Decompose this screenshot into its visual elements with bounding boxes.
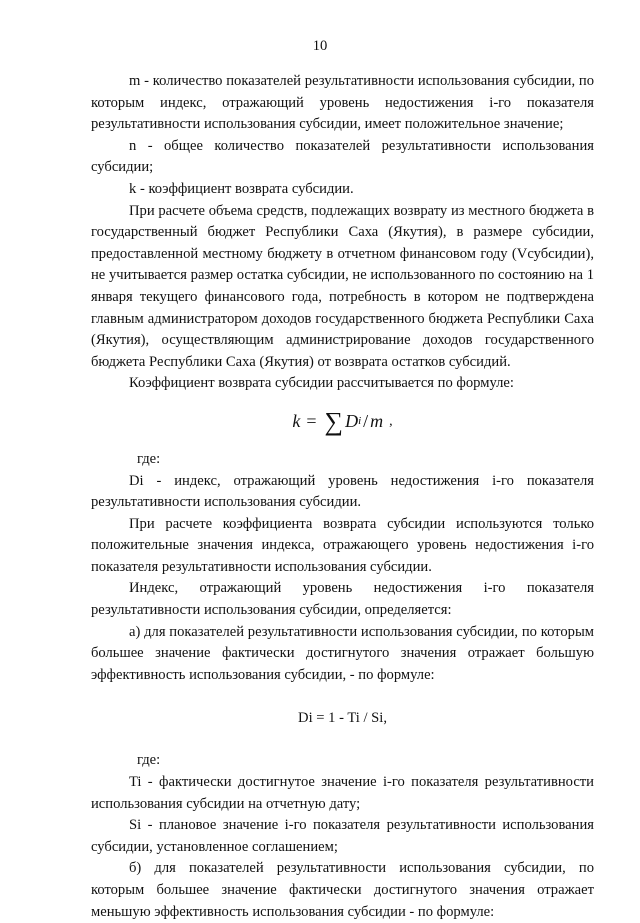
paragraph-case-a: а) для показателей результативности использования субсидии, по которым большее значение фактически достигнутого значения отражает большую эффективность использования субсидии, - по формуле: [91,623,594,683]
paragraph-n-definition: n - общее количество показателей результативности использования субсидии; [91,137,594,176]
paragraph-case-b: б) для показателей результативности использования субсидии, по которым большее значение фактически достигнутого значения отражает меньшую эффективность использования субсидии - по формуле: [91,860,594,920]
formula-di: Di = 1 - Ti / Si, [298,709,387,726]
paragraph-di-definition: Di - индекс, отражающий уровень недостижения i-го показателя результативности использования субсидии. [91,472,594,511]
sum-symbol: ∑ [324,407,344,437]
formula-subscript: i [358,415,362,428]
paragraph-k-definition: k - коэффициент возврата субсидии. [129,180,354,197]
paragraph-m-definition: m - количество показателей результативности использования субсидии, по которым индекс, отражающий уровень недостижения i-го показателя результативности использования субсидии, имеет положительное значение; [91,73,594,133]
paragraph-index-determined: Индекс, отражающий уровень недостижения i-го показателя результативности использования субсидии, определяется: [91,580,594,619]
paragraph-ti-definition: Ti - фактически достигнутое значение i-го показателя результативности использования субсидии на отчетную дату; [91,774,594,812]
paragraph-si-definition: Si - плановое значение i-го показателя результативности использования субсидии, установленное соглашением; [91,817,594,855]
formula-lhs: k [292,411,301,432]
paragraph-positive-values: При расчете коэффициента возврата субсидии используются только положительные значения индекса, отражающего уровень недостижения i-го показателя результативности использования субсидии. [91,515,594,575]
where-label-2: где: [137,752,161,769]
formula-divide: / [363,411,369,432]
page-number: 10 [312,38,328,54]
document-body [91,71,594,923]
formula-return-coefficient [91,395,594,449]
paragraph-return-calculation: При расчете объема средств, подлежащих возврату из местного бюджета в государственный бюджет Республики Саха (Якутия), в размере субсидии, предоставленной местному бюджету в отчетном финансовом году (Vсубсидии), не учитывается размер остатка субсидии, не использованного по состоянию на 1 января текущего финансового года, потребность в котором не подтверждена главным администратором доходов государственного бюджета Республики Саха (Якутия), осуществляющим администрирование доходов государственного бюджета Республики Саха (Якутия) от возврата остатков субсидий. [91,202,594,370]
formula-denominator: m [370,411,384,432]
formula-comma: , [389,414,393,430]
formula-equals: = [306,411,317,432]
where-label-1: где: [137,450,161,467]
formula-variable: D [345,411,359,432]
paragraph-coefficient-formula-intro: Коэффициент возврата субсидии рассчитывается по формуле: [129,375,514,392]
